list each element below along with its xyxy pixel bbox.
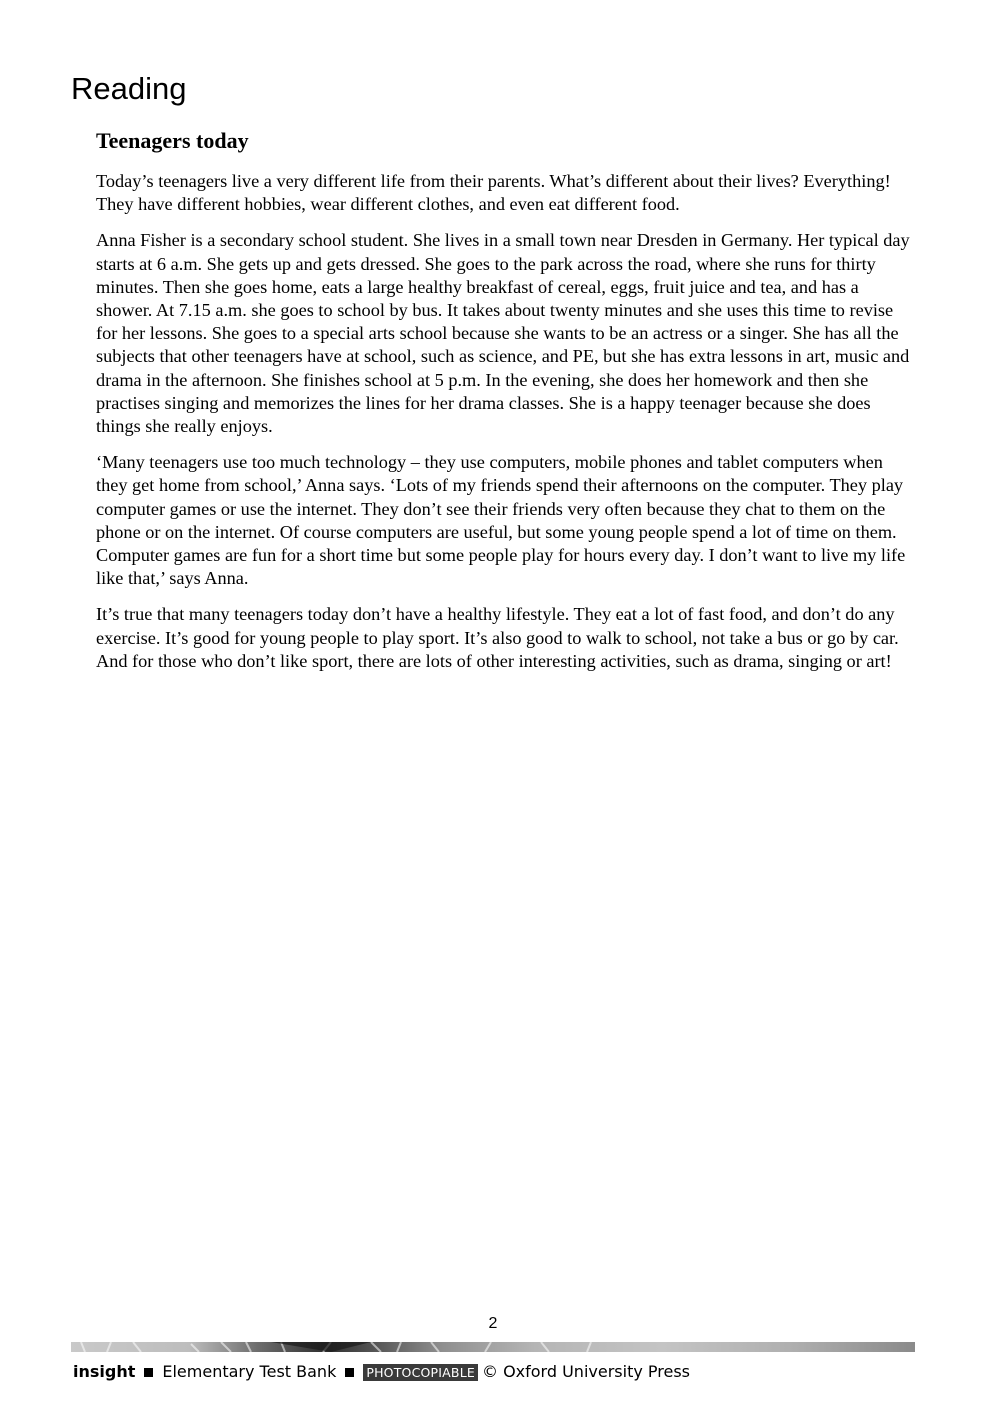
article-paragraph-1: Today’s teenagers live a very different life from their parents. What’s different about their lives? Everything! They have different hobbies, wear different clothes, and even eat different food. [96, 171, 891, 215]
square-bullet-icon [144, 1368, 153, 1377]
footer-test-bank: Elementary Test Bank [162, 1362, 337, 1381]
photocopiable-badge: PHOTOCOPIABLE [363, 1364, 478, 1381]
article-paragraph-4: It’s true that many teenagers today don’t have a healthy lifestyle. They eat a lot of fast food, and don’t do any exercise. It’s good for young people to play sport. It’s also good to walk to school, not take a bus or go by car. And for those who don’t like sport, there are lots of other interesting activities, such as drama, singing or art! [96, 604, 899, 671]
section-heading: Reading [71, 71, 187, 106]
square-bullet-icon [345, 1368, 354, 1377]
footer-decorative-band [71, 1342, 915, 1352]
footer [73, 1360, 690, 1384]
reading-article [96, 126, 918, 686]
page-number: 2 [488, 1315, 498, 1332]
article-title: Teenagers today [96, 128, 249, 153]
footer-brand: insight [73, 1362, 136, 1381]
footer-copyright: © Oxford University Press [481, 1362, 690, 1381]
article-paragraph-3: ‘Many teenagers use too much technology – they use computers, mobile phones and tablet computers when they get home from school,’ Anna says. ‘Lots of my friends spend their afternoons on the computer. They play computer games or use the internet. They don’t see their friends very often because they chat to them on the phone or on the internet. Of course computers are useful, but some young people spend a lot of time on them. Computer games are fun for a short time but some people play for hours every day. I don’t want to live my life like that,’ says Anna. [96, 452, 906, 589]
article-paragraph-2: Anna Fisher is a secondary school student. She lives in a small town near Dresden in Germany. Her typical day starts at 6 a.m. She gets up and gets dressed. She goes to the park across the road, where she runs for thirty minutes. Then she goes home, eats a large healthy breakfast of cereal, eggs, fruit juice and tea, and has a shower. At 7.15 a.m. she goes to school by bus. It takes about twenty minutes and she uses this time to revise for her lessons. She goes to a special arts school because she wants to be an actress or a singer. She has all the subjects that other teenagers have at school, such as science, and PE, but she has extra lessons in art, music and drama in the afternoon. She finishes school at 5 p.m. In the evening, she does her homework and then she practises singing and memorizes the lines for her drama classes. She is a happy teenager because she does things she really enjoys. [96, 230, 910, 437]
